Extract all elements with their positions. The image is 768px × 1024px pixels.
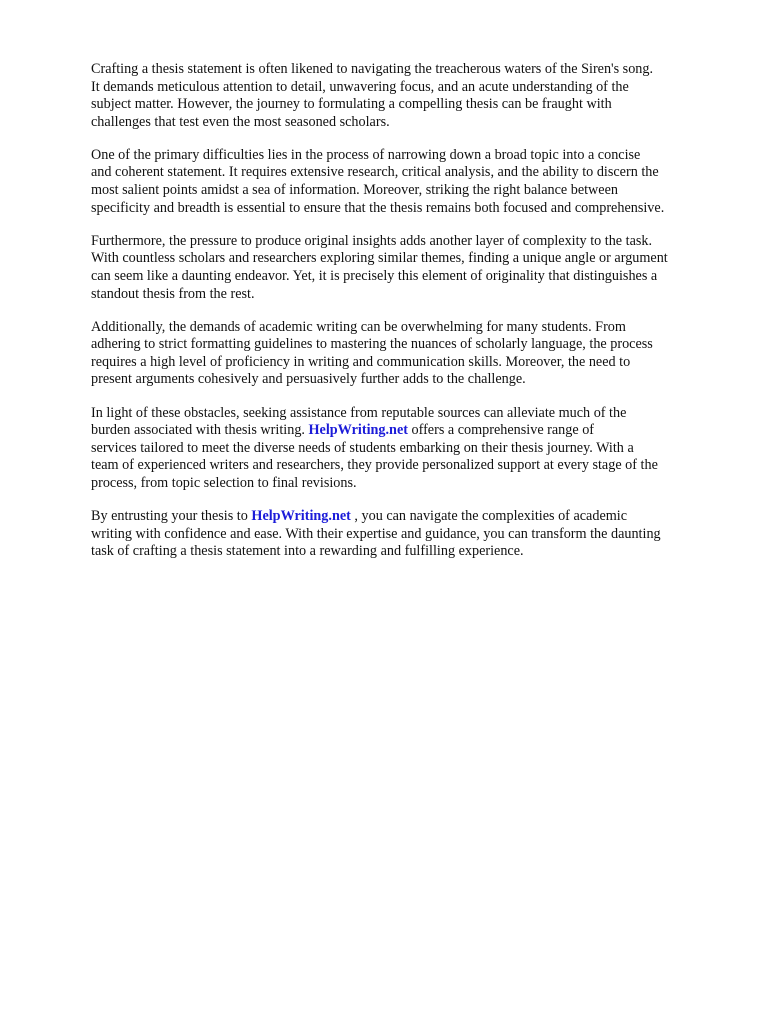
helpwriting-link[interactable]: HelpWriting.net	[308, 422, 408, 439]
paragraph-academic-demands: Additionally, the demands of academic writing can be overwhelming for many students. From adhering to strict formatting guidelines to mastering the nuances of scholarly language, the process requires a high level of proficiency in writing and communication skills. Moreover, the need to present arguments cohesively and persuasively further adds to the challenge.	[91, 318, 653, 388]
document-body	[91, 61, 727, 576]
paragraph-difficulties: One of the primary difficulties lies in the process of narrowing down a broad topic into a concise and coherent statement. It requires extensive research, critical analysis, and the ability to discern the most salient points amidst a sea of information. Moreover, striking the right balance between specificity and breadth is essential to ensure that the thesis remains both focused and comprehensive.	[91, 146, 665, 216]
paragraph-conclusion-text-before: By entrusting your thesis to	[91, 507, 252, 524]
paragraph-conclusion	[91, 508, 727, 561]
paragraph-assistance-text-before: In light of these obstacles, seeking assistance from reputable sources can alleviate much of the burden associated with thesis writing.	[91, 404, 627, 439]
paragraph-assistance	[91, 405, 727, 493]
paragraph-assistance-text-after: offers a comprehensive range of services tailored to meet the diverse needs of students embarking on their thesis journey. With a team of experienced writers and researchers, they provide personalized support at every stage of the process, from topic selection to final revisions.	[91, 422, 658, 491]
helpwriting-link[interactable]: HelpWriting.net	[251, 507, 351, 524]
paragraph-originality: Furthermore, the pressure to produce original insights adds another layer of complexity to the task. With countless scholars and researchers exploring similar themes, finding a unique angle or argument can seem like a daunting endeavor. Yet, it is precisely this element of originality that distinguishes a standout thesis from the rest.	[91, 232, 668, 302]
paragraph-intro: Crafting a thesis statement is often likened to navigating the treacherous waters of the Siren's song. It demands meticulous attention to detail, unwavering focus, and an acute understanding of the subject matter. However, the journey to formulating a compelling thesis can be fraught with challenges that test even the most seasoned scholars.	[91, 61, 654, 130]
paragraph-conclusion-text-after: , you can navigate the complexities of academic writing with confidence and ease. With their expertise and guidance, you can transform the daunting task of crafting a thesis statement into a rewarding and fulfilling experience.	[91, 507, 661, 560]
